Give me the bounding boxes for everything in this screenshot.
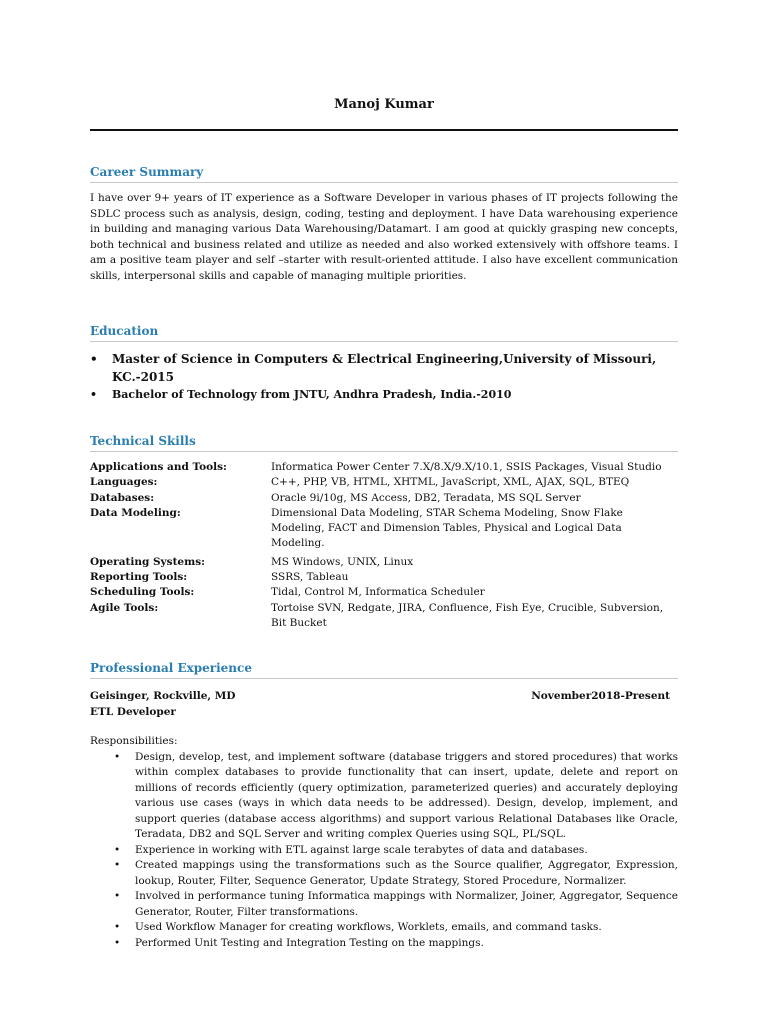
skill-row	[90, 475, 678, 490]
skill-row	[90, 460, 678, 475]
responsibilities-list	[90, 750, 678, 952]
skill-value: Dimensional Data Modeling, STAR Schema Modeling, Snow Flake Modeling, FACT and Dimension Tables, Physical and Logical Data Modeling.	[271, 506, 623, 550]
skill-value: Tortoise SVN, Redgate, JIRA, Confluence, Fish Eye, Crucible, Subversion, Bit Bucket	[271, 601, 664, 629]
education-item: • Master of Science in Computers & Electrical Engineering,University of Missouri, KC.-2015	[90, 350, 678, 386]
responsibility-item: • Involved in performance tuning Informatica mappings with Normalizer, Joiner, Aggregator, Sequence Generator, Router, Filter transformations.	[90, 889, 678, 920]
skill-label: Reporting Tools:	[90, 571, 188, 584]
professional-experience-section	[90, 661, 678, 951]
skill-value: MS Windows, UNIX, Linux	[271, 555, 414, 568]
education-heading: Education	[90, 324, 678, 342]
skill-label: Applications and Tools:	[90, 461, 227, 473]
career-summary-heading: Career Summary	[90, 165, 678, 183]
technical-skills-section	[90, 434, 678, 631]
skills-table	[90, 460, 678, 631]
skill-value: Oracle 9i/10g, MS Access, DB2, Teradata, MS SQL Server	[271, 491, 581, 504]
resume-page	[90, 0, 678, 951]
skill-label: Databases:	[90, 491, 155, 504]
skill-label: Data Modeling:	[90, 506, 181, 519]
skill-label: Languages:	[90, 476, 158, 489]
job-dates: November2018-Present	[531, 690, 670, 703]
skill-label: Agile Tools:	[90, 601, 159, 614]
skill-row	[90, 601, 678, 632]
technical-skills-heading: Technical Skills	[90, 434, 678, 452]
candidate-name: Manoj Kumar	[334, 97, 434, 112]
education-item: • Bachelor of Technology from JNTU, Andhra Pradesh, India.-2010	[90, 386, 678, 403]
responsibility-item: • Design, develop, test, and implement software (database triggers and stored procedures) that works within complex databases to provide functionality that can insert, update, delete and report on millions of records efficiently (query optimization, parameterized queries) and accurately deploying various use cases (ways in which data needs to be addressed). Design, develop, implement, and support queries (database access algorithms) and support various Relational Databases like Oracle, Teradata, DB2 and SQL Server and writing complex Queries using SQL, PL/SQL.	[90, 750, 678, 843]
job-header	[90, 689, 678, 705]
job-role: ETL Developer	[90, 705, 176, 718]
responsibility-item: • Used Workflow Manager for creating workflows, Worklets, emails, and command tasks.	[90, 920, 678, 936]
job-company: Geisinger, Rockville, MD	[90, 690, 236, 703]
skill-row	[90, 570, 678, 585]
education-section	[90, 324, 678, 403]
skill-value: C++, PHP, VB, HTML, XHTML, JavaScript, XML, AJAX, SQL, BTEQ	[271, 476, 630, 489]
skill-row	[90, 585, 678, 600]
name-divider	[90, 129, 678, 131]
skill-label: Scheduling Tools:	[90, 586, 195, 599]
skill-row	[90, 491, 678, 506]
skill-value: Informatica Power Center 7.X/8.X/9.X/10.1, SSIS Packages, Visual Studio	[271, 461, 662, 473]
career-summary-text: I have over 9+ years of IT experience as a Software Developer in various phases of IT projects following the SDLC process such as analysis, design, coding, testing and deployment. I have Data warehousing experience in building and managing various Data Warehousing/Datamart. I am good at quickly grasping new concepts, both technical and business related and utilize as needed and also worked extensively with offshore teams. I am a positive team player and self –starter with result-oriented attitude. I also have excellent communication skills, interpersonal skills and capable of managing multiple priorities.	[90, 192, 678, 282]
responsibility-item: • Created mappings using the transformations such as the Source qualifier, Aggregator, Expression, lookup, Router, Filter, Sequence Generator, Update Strategy, Stored Procedure, Normalizer.	[90, 858, 678, 889]
skill-row	[90, 506, 678, 552]
career-summary-section	[90, 165, 678, 284]
responsibility-item: • Experience in working with ETL against large scale terabytes of data and databases.	[90, 843, 678, 859]
responsibilities-label: Responsibilities:	[90, 735, 178, 748]
skill-row	[90, 555, 678, 570]
skill-value: Tidal, Control M, Informatica Scheduler	[271, 586, 485, 599]
skill-label: Operating Systems:	[90, 555, 205, 568]
responsibility-item: • Performed Unit Testing and Integration Testing on the mappings.	[90, 936, 678, 952]
skill-value: SSRS, Tableau	[271, 571, 349, 584]
education-list	[90, 350, 678, 403]
professional-experience-heading: Professional Experience	[90, 661, 678, 679]
